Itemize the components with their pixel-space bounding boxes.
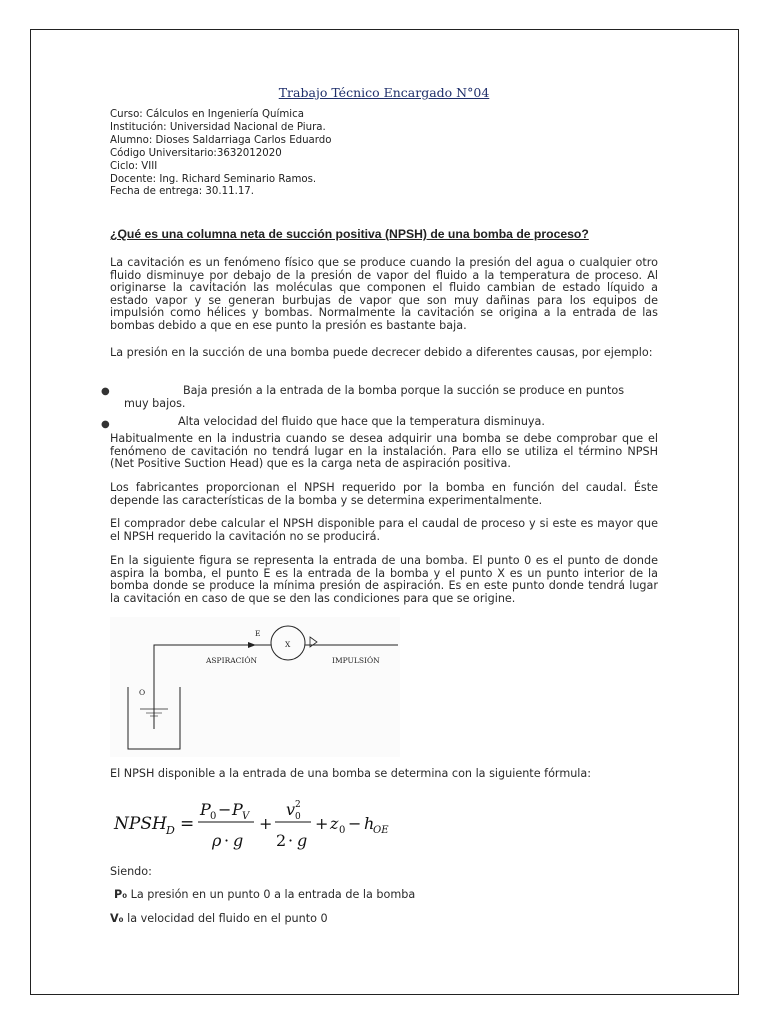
paragraph-buyer: El comprador debe calcular el NPSH disponible para el caudal de proceso y si este es mayor que el NPSH requerido la cavitación no se producirá. [110, 517, 658, 543]
svg-text:V: V [242, 811, 250, 822]
bullet-dot: ● [101, 419, 110, 430]
question-heading: ¿Qué es una columna neta de succión positiva (NPSH) de una bomba de proceso? [110, 227, 589, 241]
svg-text:P: P [232, 800, 243, 819]
bullet-1-line-2: muy bajos. [124, 397, 186, 410]
npsh-formula [110, 788, 410, 858]
svg-text:+: + [259, 814, 273, 833]
paragraph-figure-description: En la siguiente figura se representa la entrada de una bomba. El punto 0 es el punto de donde aspira la bomba, el punto E es la entrada de la bomba y el punto X es un punto interior de la bomba donde se produce la mínima presión de aspiración. Es en este punto donde tendrá lugar la cavitación en caso de que se den las condiciones para que se origine. [110, 554, 658, 605]
svg-text:D: D [166, 824, 175, 837]
svg-text:−: − [348, 814, 362, 833]
svg-text:·: · [224, 831, 230, 850]
svg-text:OE: OE [373, 825, 389, 836]
paragraph-formula-intro: El NPSH disponible a la entrada de una bomba se determina con la siguiente fórmula: [110, 767, 592, 780]
paragraph-manufacturers: Los fabricantes proporcionan el NPSH requerido por la bomba en función del caudal. Éste depende las características de la bomba y se determina experimentalmente. [110, 481, 658, 507]
meta-date: Fecha de entrega: 30.11.17. [110, 186, 255, 198]
meta-student: Alumno: Dioses Saldarriaga Carlos Eduardo [110, 134, 332, 146]
document-meta [110, 109, 332, 199]
meta-cycle: Ciclo: VIII [110, 160, 158, 172]
meta-teacher: Docente: Ing. Richard Seminario Ramos. [110, 173, 317, 185]
bullet-2: Alta velocidad del fluido que hace que la temperatura disminuya. [178, 415, 545, 428]
svg-text:+: + [315, 814, 329, 833]
svg-text:=: = [180, 814, 195, 834]
definition-p0-text: La presión en un punto 0 a la entrada de la bomba [127, 888, 416, 901]
svg-text:z: z [330, 814, 339, 833]
paragraph-npsh-definition: Habitualmente en la industria cuando se desea adquirir una bomba se debe comprobar que el fenómeno de cavitación no tendrá lugar en la instalación. Para ello se utiliza el término NPSH (Net Positive Suction Head) que es la carga neta de aspiración positiva. [110, 432, 658, 471]
svg-text:0: 0 [295, 812, 301, 822]
meta-institution: Institución: Universidad Nacional de Piura. [110, 121, 326, 133]
paragraph-causes: La presión en la succión de una bomba puede decrecer debido a diferentes causas, por ejemplo: [110, 346, 653, 359]
symbol-v0: V₀ [110, 912, 124, 925]
svg-text:P: P [200, 800, 211, 819]
svg-text:·: · [288, 831, 294, 850]
svg-text:g: g [297, 831, 308, 850]
paragraph-cavitation: La cavitación es un fenómeno físico que se produce cuando la presión del agua o cualquier otro fluido disminuye por debajo de la presión de vapor del fluido a la temperatura de proceso. Al originarse la cavitación las moléculas que componen el fluido cambian de estado líquido a estado vapor y se generan burbujas de vapor que son muy dañinas para los equipos de impulsión como hélices y bombas. Normalmente la cavitación se origina a la entrada de las bombas debido a que en ese punto la presión es bastante baja. [110, 256, 658, 332]
definition-v0 [110, 912, 328, 925]
svg-text:h: h [364, 814, 375, 833]
svg-text:2: 2 [295, 800, 301, 810]
svg-text:2: 2 [276, 831, 287, 850]
label-e: E [255, 629, 261, 638]
svg-text:v: v [286, 800, 296, 819]
meta-course: Curso: Cálculos en Ingeniería Química [110, 109, 304, 120]
svg-text:ρ: ρ [212, 831, 222, 850]
svg-text:g: g [233, 831, 244, 850]
svg-text:0: 0 [210, 811, 217, 822]
label-x: X [285, 640, 291, 649]
label-aspiracion: ASPIRACIÓN [206, 656, 258, 665]
label-o: O [139, 688, 146, 697]
label-impulsion: IMPULSIÓN [332, 656, 380, 665]
svg-text:−: − [218, 800, 232, 819]
meta-student-code: Código Universitario:3632012020 [110, 147, 282, 159]
bullet-dot: ● [101, 386, 110, 397]
svg-text:0: 0 [339, 825, 346, 836]
pump-inlet-diagram [110, 617, 400, 757]
svg-text:NPSH: NPSH [114, 814, 167, 834]
symbol-p0: P₀ [114, 888, 128, 901]
document-title: Trabajo Técnico Encargado N°04 [278, 85, 490, 100]
definition-v0-text: la velocidad del fluido en el punto 0 [123, 912, 328, 925]
siendo-label: Siendo: [110, 865, 152, 878]
bullet-1-line-1: Baja presión a la entrada de la bomba porque la succión se produce en puntos [183, 384, 625, 397]
definition-p0 [114, 888, 415, 901]
